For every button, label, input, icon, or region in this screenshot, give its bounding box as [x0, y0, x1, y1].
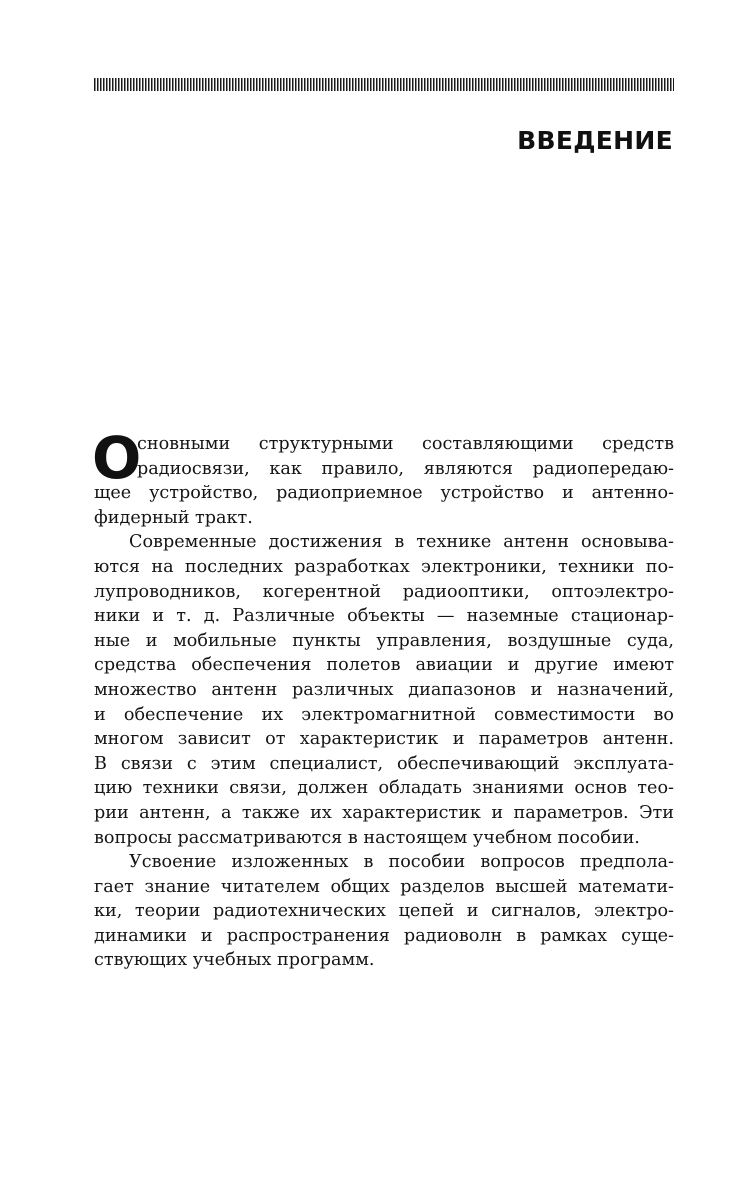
text-line: Современные достижения в технике антенн основыва-: [129, 532, 674, 553]
text-line: средства обеспечения полетов авиации и другие имеют: [94, 655, 674, 676]
text-line: многом зависит от характеристик и параметров антенн.: [94, 729, 674, 750]
text-line: ются на последних разработках электроники, техники по-: [94, 556, 674, 577]
text-line: щее устройство, радиоприемное устройство и антенно-: [94, 483, 674, 504]
text-line: радиосвязи, как правило, являются радиопередаю-: [137, 458, 674, 479]
paragraph-3: [94, 850, 674, 973]
text-line: цию техники связи, должен обладать знаниями основ тео-: [94, 778, 674, 799]
text-line: В связи с этим специалист, обеспечивающий эксплуата-: [94, 753, 674, 774]
text-line: вопросы рассматриваются в настоящем учебном пособии.: [94, 827, 640, 848]
header-rule: [94, 78, 674, 91]
body-text: [92, 424, 674, 973]
text-line: рии антенн, а также их характеристик и параметров. Эти: [94, 802, 674, 823]
text-line: и обеспечение их электромагнитной совместимости во: [94, 704, 674, 725]
text-line: сновными структурными составляющими средств: [137, 434, 674, 454]
text-line: динамики и распространения радиоволн в рамках суще-: [94, 925, 674, 946]
text-line: фидерный тракт.: [94, 507, 253, 528]
text-line: ники и т. д. Различные объекты — наземные стационар-: [94, 606, 674, 627]
text-line: ки, теории радиотехнических цепей и сигналов, электро-: [94, 901, 674, 922]
drop-cap: О: [92, 424, 142, 492]
text-line: лупроводников, когерентной радиооптики, оптоэлектро-: [94, 581, 674, 602]
text-line: Усвоение изложенных в пособии вопросов предпола-: [129, 852, 674, 873]
chapter-title: ВВЕДЕНИЕ: [517, 126, 673, 155]
text-line: ствующих учебных программ.: [94, 950, 375, 971]
text-line: множество антенн различных диапазонов и назначений,: [94, 679, 674, 700]
paragraph-2: [94, 530, 674, 850]
text-line: ные и мобильные пункты управления, воздушные суда,: [94, 630, 674, 651]
paragraph-1: [92, 424, 674, 530]
text-line: гает знание читателем общих разделов высшей математи-: [94, 876, 674, 897]
